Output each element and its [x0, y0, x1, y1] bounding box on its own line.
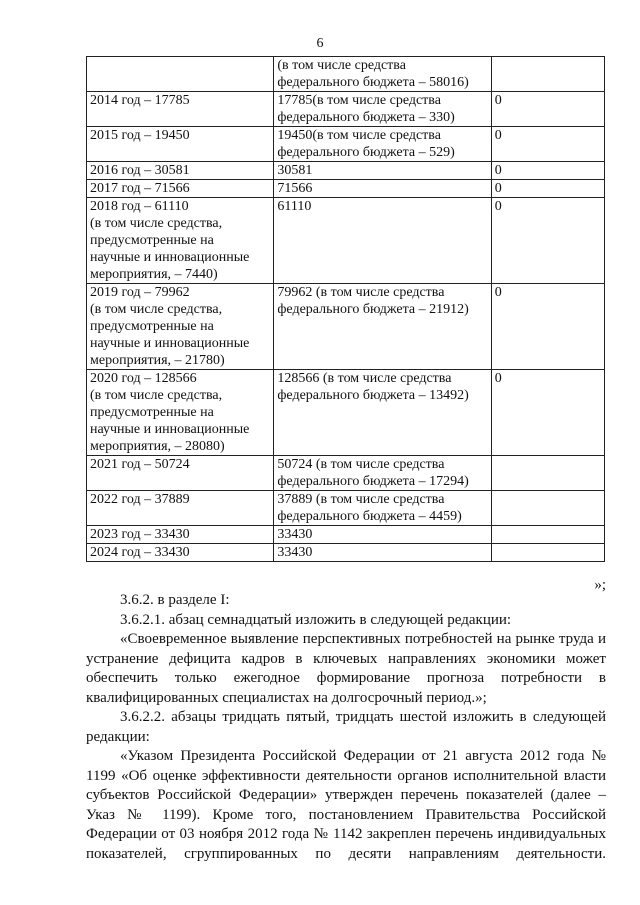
cell-text: 2020 год – 128566	[90, 371, 197, 386]
paragraph-quoted-text-1: «Своевременное выявление перспективных потребностей на рынке труда и устранение дефицита кадров в ключевых направлениях экономики может обеспечить только ежегодное формирование прогноза потребности в квалифицированных специалистах на долгосрочный период.»;	[86, 631, 606, 706]
cell-text: предусмотренные на	[90, 233, 214, 248]
table-row	[87, 284, 605, 370]
cell-text: 2018 год – 61110	[90, 199, 189, 214]
cell-text: 37889 (в том числе средства	[277, 492, 445, 507]
table-row	[87, 92, 605, 127]
cell-text: 50724 (в том числе средства	[277, 457, 445, 472]
budget-source-cell	[274, 370, 491, 456]
cell-text: мероприятия, – 7440)	[90, 267, 218, 282]
cell-text: 0	[494, 163, 502, 178]
year-total-cell	[87, 92, 274, 127]
cell-text: научные и инновационные	[90, 250, 250, 265]
table-row	[87, 198, 605, 284]
cell-text: 0	[494, 128, 502, 143]
extra-budget-cell	[491, 284, 604, 370]
budget-source-cell	[274, 57, 491, 92]
budget-source-cell	[274, 526, 491, 544]
year-total-cell	[87, 162, 274, 180]
table-row	[87, 456, 605, 491]
budget-source-cell	[274, 180, 491, 198]
cell-text: предусмотренные на	[90, 405, 214, 420]
table-row	[87, 57, 605, 92]
year-total-cell	[87, 456, 274, 491]
table-row	[87, 491, 605, 526]
funding-table-body	[87, 57, 605, 562]
year-total-cell	[87, 284, 274, 370]
extra-budget-cell	[491, 180, 604, 198]
cell-text: предусмотренные на	[90, 319, 214, 334]
cell-text: 2021 год – 50724	[90, 457, 190, 472]
cell-text: 0	[494, 285, 502, 300]
cell-text: 2019 год – 79962	[90, 285, 190, 300]
year-total-cell	[87, 491, 274, 526]
cell-text: 30581	[277, 163, 313, 178]
cell-text: 2016 год – 30581	[90, 163, 190, 178]
cell-text: (в том числе средства,	[90, 216, 223, 231]
budget-source-cell	[274, 92, 491, 127]
cell-text: федерального бюджета – 17294)	[277, 474, 469, 489]
cell-text: научные и инновационные	[90, 336, 250, 351]
paragraph-amendment-1: 3.6.2.1. абзац семнадцатый изложить в следующей редакции:	[120, 612, 512, 628]
closing-quote-mark: »;	[594, 577, 606, 593]
extra-budget-cell	[491, 162, 604, 180]
budget-source-cell	[274, 491, 491, 526]
cell-text: (в том числе средства	[277, 58, 406, 73]
cell-text: 0	[494, 199, 502, 214]
year-total-cell	[87, 198, 274, 284]
cell-text: 33430	[277, 527, 313, 542]
year-total-cell	[87, 544, 274, 562]
funding-table	[86, 56, 605, 562]
cell-text: 17785(в том числе средства	[277, 93, 441, 108]
table-row	[87, 370, 605, 456]
cell-text: 2014 год – 17785	[90, 93, 190, 108]
cell-text: научные и инновационные	[90, 422, 250, 437]
cell-text: 19450(в том числе средства	[277, 128, 441, 143]
budget-source-cell	[274, 456, 491, 491]
year-total-cell	[87, 57, 274, 92]
cell-text: 2022 год – 37889	[90, 492, 190, 507]
table-row	[87, 526, 605, 544]
cell-text: 79962 (в том числе средства	[277, 285, 445, 300]
paragraph-section-heading: 3.6.2. в разделе I:	[120, 592, 230, 608]
extra-budget-cell	[491, 198, 604, 284]
table-row	[87, 544, 605, 562]
cell-text: федерального бюджета – 330)	[277, 110, 455, 125]
cell-text: 0	[494, 181, 502, 196]
cell-text: мероприятия, – 28080)	[90, 439, 225, 454]
extra-budget-cell	[491, 370, 604, 456]
cell-text: 61110	[277, 199, 312, 214]
budget-source-cell	[274, 162, 491, 180]
table-row	[87, 180, 605, 198]
cell-text: (в том числе средства,	[90, 388, 223, 403]
cell-text: 2015 год – 19450	[90, 128, 190, 143]
paragraph-amendment-2: 3.6.2.2. абзацы тридцать пятый, тридцать шестой изложить в следующей редакции:	[86, 709, 606, 745]
cell-text: федерального бюджета – 529)	[277, 145, 455, 160]
cell-text: 0	[494, 371, 502, 386]
cell-text: 0	[494, 93, 502, 108]
year-total-cell	[87, 127, 274, 162]
cell-text: 2024 год – 33430	[90, 545, 190, 560]
budget-source-cell	[274, 544, 491, 562]
cell-text: федерального бюджета – 21912)	[277, 302, 469, 317]
extra-budget-cell	[491, 491, 604, 526]
cell-text: 2017 год – 71566	[90, 181, 190, 196]
extra-budget-cell	[491, 57, 604, 92]
table-row	[87, 127, 605, 162]
cell-text: (в том числе средства,	[90, 302, 223, 317]
cell-text: федерального бюджета – 58016)	[277, 75, 469, 90]
extra-budget-cell	[491, 544, 604, 562]
page-number: 6	[316, 36, 324, 51]
extra-budget-cell	[491, 526, 604, 544]
extra-budget-cell	[491, 92, 604, 127]
extra-budget-cell	[491, 127, 604, 162]
budget-source-cell	[274, 198, 491, 284]
extra-budget-cell	[491, 456, 604, 491]
table-row	[87, 162, 605, 180]
cell-text: 128566 (в том числе средства	[277, 371, 452, 386]
cell-text: федерального бюджета – 4459)	[277, 509, 462, 524]
budget-source-cell	[274, 284, 491, 370]
paragraph-quoted-text-2: «Указом Президента Российской Федерации от 21 августа 2012 года № 1199 «Об оценке эффективности деятельности органов исполнительной власти субъектов Российской Федерации» утвержден перечень показателей (далее – Указ № 1199). Кроме того, постановлением Правительства Российской Федерации от 03 ноября 2012 года № 1142 закреплен перечень индивидуальных показателей, сгруппированных по десяти направлениям деятельности.	[86, 748, 606, 862]
cell-text: 2023 год – 33430	[90, 527, 190, 542]
year-total-cell	[87, 526, 274, 544]
cell-text: 33430	[277, 545, 313, 560]
year-total-cell	[87, 370, 274, 456]
year-total-cell	[87, 180, 274, 198]
cell-text: 71566	[277, 181, 313, 196]
budget-source-cell	[274, 127, 491, 162]
cell-text: федерального бюджета – 13492)	[277, 388, 469, 403]
cell-text: мероприятия, – 21780)	[90, 353, 225, 368]
